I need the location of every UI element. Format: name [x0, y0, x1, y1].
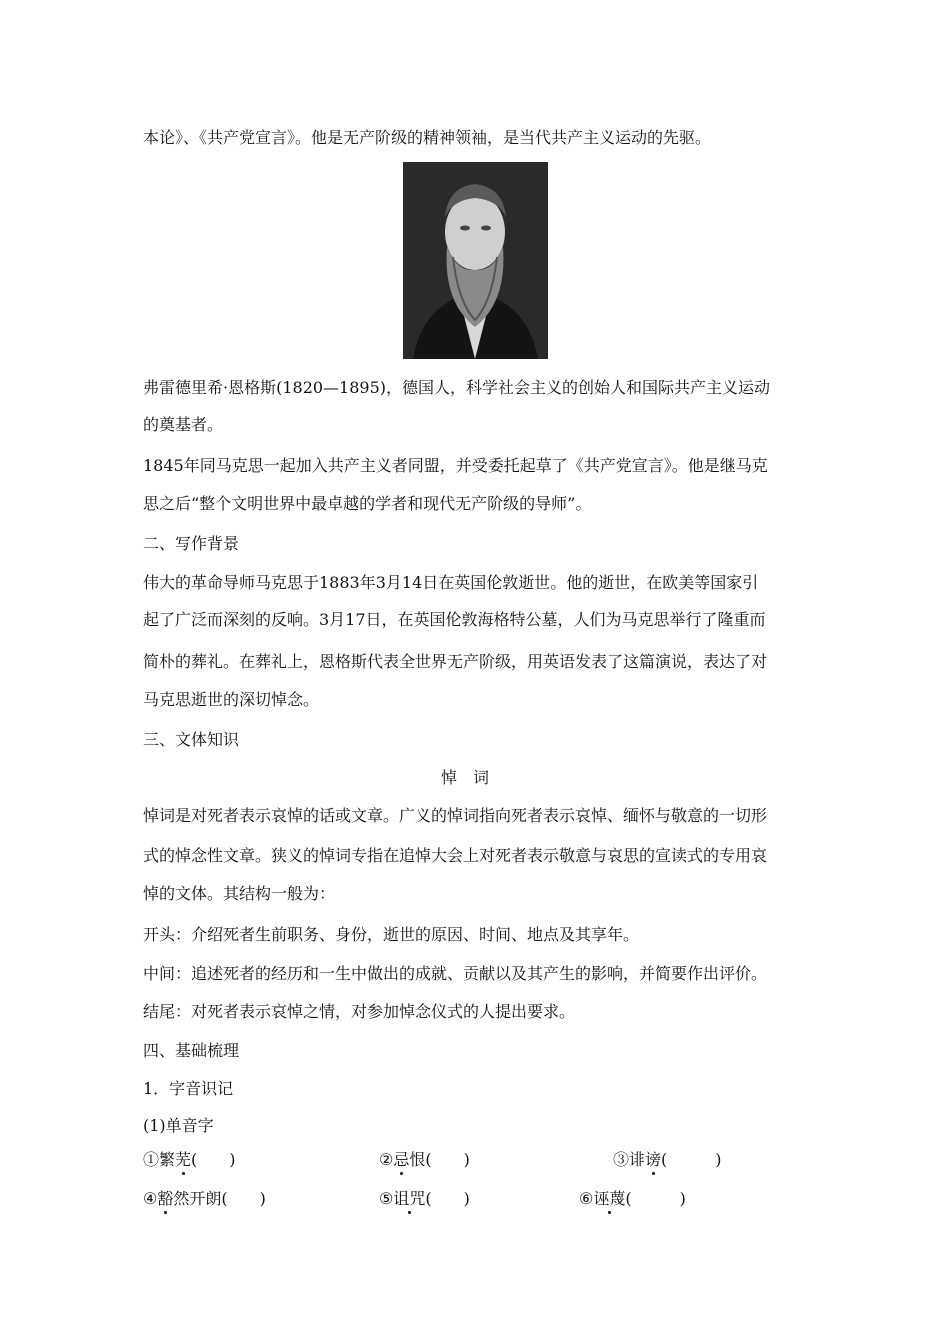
section3-opening: 开头：介绍死者生前职务、身份，逝世的原因、时间、地点及其享年。: [143, 925, 640, 944]
section2-line-2: 起了广泛而深刻的反响。3月17日，在英国伦敦海格特公墓，人们为马克思举行了隆重而: [143, 610, 766, 629]
engels-line-4: 思之后“整个文明世界中最卓越的学者和现代无产阶级的导师”。: [143, 494, 592, 513]
section3-line-2: 式的悼念性文章。狭义的悼词专指在追悼大会上对死者表示敬意与哀思的宣读式的专用哀: [143, 846, 768, 865]
section3-line-1: 悼词是对死者表示哀悼的话或文章。广义的悼词指向死者表示哀悼、缅怀与敬意的一切形: [143, 806, 768, 825]
pronunciation-item-6: ⑥诬蔑( ): [579, 1189, 686, 1208]
engels-line-2: 的奠基者。: [143, 415, 224, 434]
section2-heading: 二、写作背景: [143, 534, 240, 553]
section3-line-3: 悼的文体。其结构一般为：: [143, 884, 336, 903]
section2-line-4: 马克思逝世的深切悼念。: [143, 690, 320, 709]
section4-sub1: 1．字音识记: [143, 1079, 234, 1098]
section2-line-1: 伟大的革命导师马克思于1883年3月14日在英国伦敦逝世。他的逝世，在欧美等国家引: [143, 573, 759, 592]
pronunciation-item-5: ⑤诅咒( ): [379, 1189, 470, 1208]
section3-middle: 中间：追述死者的经历和一生中做出的成就、贡献以及其产生的影响，并简要作出评价。: [143, 964, 768, 983]
pronunciation-item-2: ②忌恨( ): [379, 1150, 470, 1169]
section3-ending: 结尾：对死者表示哀悼之情，对参加悼念仪式的人提出要求。: [143, 1002, 576, 1021]
engels-line-3: 1845年同马克思一起加入共产主义者同盟，并受委托起草了《共产党宣言》。他是继马克: [143, 456, 768, 475]
engels-portrait: [403, 162, 548, 359]
engels-line-1: 弗雷德里希·恩格斯(1820—1895)，德国人，科学社会主义的创始人和国际共产主义运动: [143, 378, 771, 397]
section3-heading: 三、文体知识: [143, 730, 240, 749]
pronunciation-item-4: ④豁然开朗( ): [143, 1189, 266, 1208]
intro-line: 本论》、《共产党宣言》。他是无产阶级的精神领袖，是当代共产主义运动的先驱。: [143, 128, 712, 147]
pronunciation-item-3: ③诽谤( ): [613, 1150, 722, 1169]
section3-subtitle: 悼 词: [441, 768, 490, 787]
section2-line-3: 简朴的葬礼。在葬礼上，恩格斯代表全世界无产阶级，用英语发表了这篇演说，表达了对: [143, 652, 768, 671]
section4-sub1a: (1)单音字: [143, 1116, 214, 1135]
section4-heading: 四、基础梳理: [143, 1041, 240, 1060]
pronunciation-item-1: ①繁芜( ): [143, 1150, 236, 1169]
